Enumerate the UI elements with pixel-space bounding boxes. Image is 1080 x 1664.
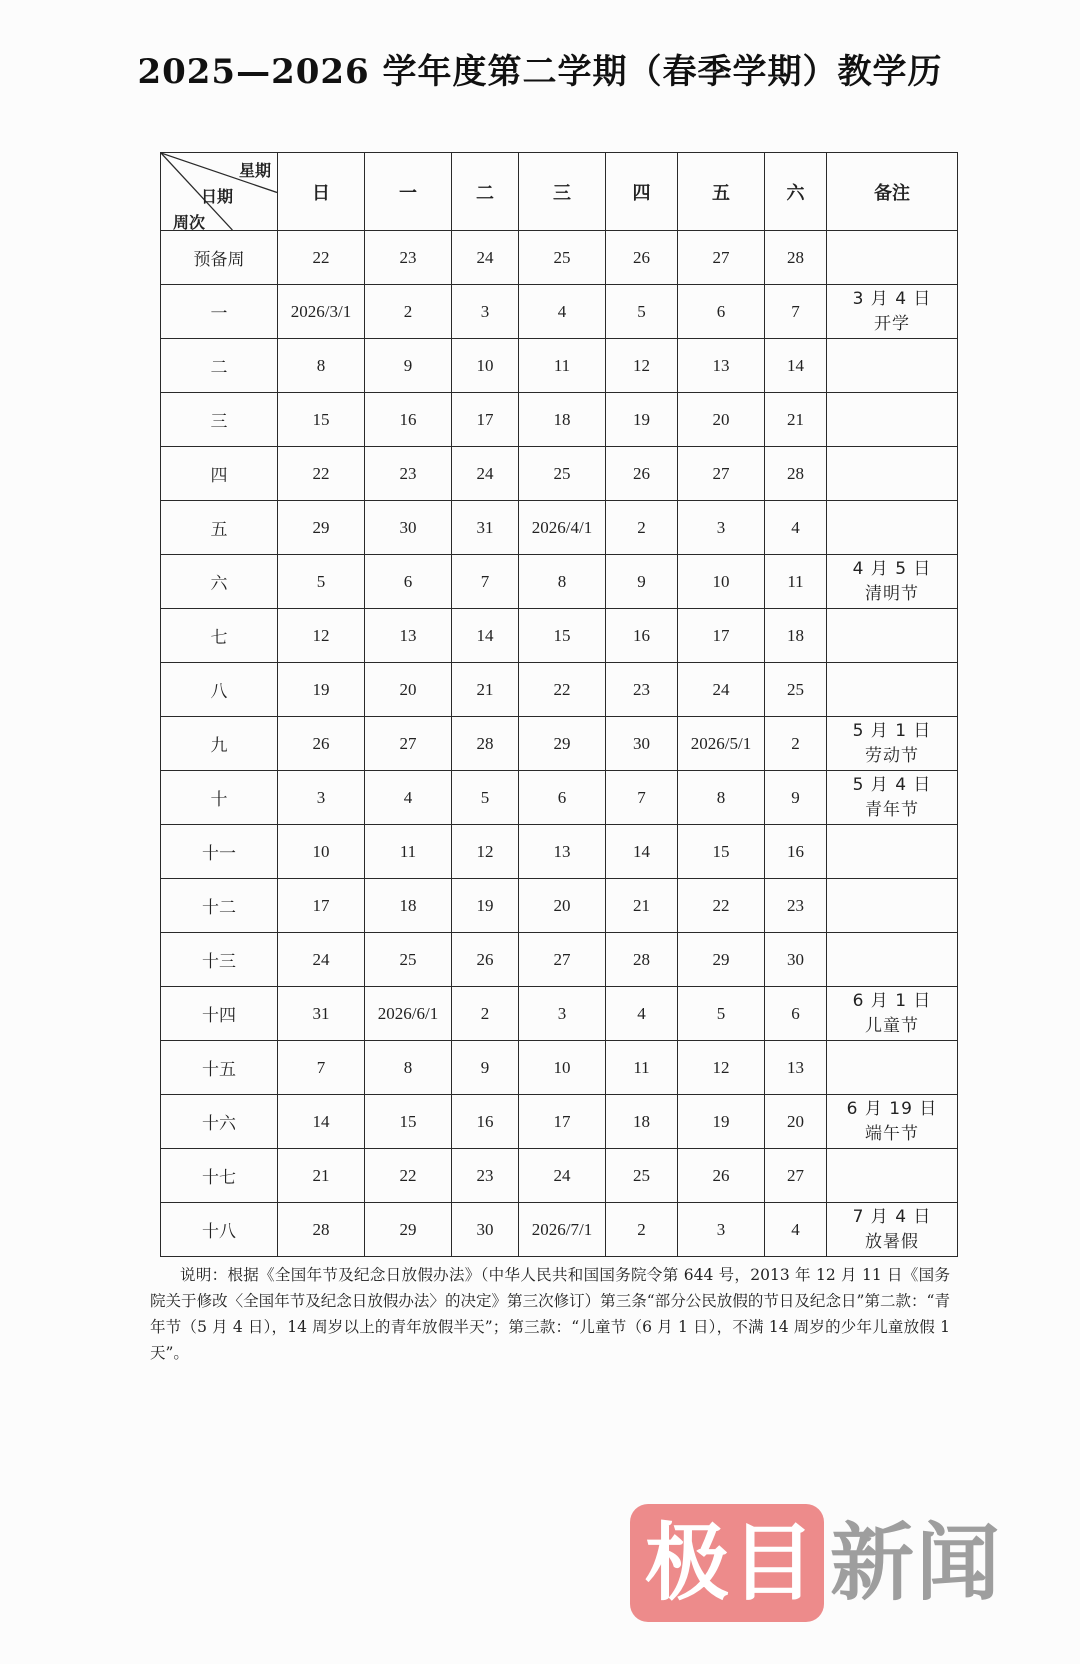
date-cell: 7 (765, 285, 827, 339)
week-row (161, 987, 958, 1041)
date-cell: 17 (278, 879, 365, 933)
note-line: 放暑假 (865, 1231, 919, 1252)
date-cell: 4 (765, 501, 827, 555)
date-cell: 4 (519, 285, 606, 339)
date-cell: 26 (452, 933, 519, 987)
week-row (161, 555, 958, 609)
date-cell: 25 (519, 231, 606, 285)
week-row (161, 1041, 958, 1095)
week-row (161, 501, 958, 555)
note-line: 3 月 4 日 (852, 288, 932, 309)
note-cell (827, 447, 958, 501)
week-row (161, 1149, 958, 1203)
week-row (161, 609, 958, 663)
date-cell: 27 (678, 231, 765, 285)
week-label: 预备周 (161, 231, 278, 285)
week-label: 六 (161, 555, 278, 609)
header-thursday: 四 (606, 153, 678, 231)
date-cell: 24 (519, 1149, 606, 1203)
date-cell: 21 (765, 393, 827, 447)
date-cell: 14 (606, 825, 678, 879)
note-cell (827, 339, 958, 393)
date-cell: 3 (278, 771, 365, 825)
date-cell: 16 (365, 393, 452, 447)
date-cell: 28 (606, 933, 678, 987)
date-cell: 17 (678, 609, 765, 663)
week-label: 三 (161, 393, 278, 447)
note-cell (827, 663, 958, 717)
date-cell: 30 (606, 717, 678, 771)
date-cell: 8 (278, 339, 365, 393)
date-cell: 11 (519, 339, 606, 393)
date-cell: 23 (606, 663, 678, 717)
week-row (161, 447, 958, 501)
date-cell: 2 (606, 501, 678, 555)
week-row (161, 663, 958, 717)
note-line: 6 月 1 日 (852, 990, 932, 1011)
date-cell: 9 (365, 339, 452, 393)
date-cell: 2 (765, 717, 827, 771)
note-cell (827, 825, 958, 879)
note-cell (827, 1149, 958, 1203)
date-cell: 19 (606, 393, 678, 447)
date-cell: 25 (519, 447, 606, 501)
date-cell: 12 (606, 339, 678, 393)
date-cell: 27 (765, 1149, 827, 1203)
week-label: 十 (161, 771, 278, 825)
note-line: 5 月 1 日 (852, 720, 932, 741)
date-cell: 4 (365, 771, 452, 825)
week-label: 九 (161, 717, 278, 771)
date-cell: 13 (765, 1041, 827, 1095)
date-cell: 3 (678, 1203, 765, 1257)
date-cell: 10 (519, 1041, 606, 1095)
date-cell: 2026/5/1 (678, 717, 765, 771)
date-cell: 26 (278, 717, 365, 771)
date-cell: 12 (452, 825, 519, 879)
date-cell: 30 (452, 1203, 519, 1257)
date-cell: 27 (678, 447, 765, 501)
date-cell: 29 (278, 501, 365, 555)
watermark-text-grey: 新闻 (830, 1514, 1003, 1612)
week-row (161, 933, 958, 987)
week-row (161, 339, 958, 393)
week-row (161, 879, 958, 933)
date-cell: 15 (278, 393, 365, 447)
note-line: 儿童节 (865, 1015, 919, 1036)
date-cell: 9 (452, 1041, 519, 1095)
note-line: 青年节 (865, 799, 919, 820)
date-cell: 11 (765, 555, 827, 609)
note-cell (827, 771, 958, 825)
week-label: 八 (161, 663, 278, 717)
week-label: 七 (161, 609, 278, 663)
date-cell: 5 (678, 987, 765, 1041)
date-cell: 18 (365, 879, 452, 933)
date-cell: 25 (765, 663, 827, 717)
note-cell (827, 231, 958, 285)
header-saturday: 六 (765, 153, 827, 231)
date-cell: 2 (606, 1203, 678, 1257)
date-cell: 23 (452, 1149, 519, 1203)
date-cell: 5 (606, 285, 678, 339)
date-cell: 10 (278, 825, 365, 879)
date-cell: 7 (452, 555, 519, 609)
week-label: 十六 (161, 1095, 278, 1149)
week-label: 十三 (161, 933, 278, 987)
corner-weekday-label: 星期 (238, 161, 271, 180)
date-cell: 7 (278, 1041, 365, 1095)
week-label: 十八 (161, 1203, 278, 1257)
date-cell: 31 (278, 987, 365, 1041)
date-cell: 11 (365, 825, 452, 879)
date-cell: 24 (278, 933, 365, 987)
date-cell: 14 (765, 339, 827, 393)
date-cell: 10 (678, 555, 765, 609)
date-cell: 26 (606, 447, 678, 501)
note-line: 端午节 (865, 1123, 919, 1144)
week-label: 二 (161, 339, 278, 393)
week-row (161, 393, 958, 447)
note-cell (827, 501, 958, 555)
note-cell (827, 933, 958, 987)
date-cell: 29 (678, 933, 765, 987)
date-cell: 31 (452, 501, 519, 555)
date-cell: 25 (365, 933, 452, 987)
note-cell (827, 285, 958, 339)
date-cell: 2 (452, 987, 519, 1041)
date-cell: 24 (452, 231, 519, 285)
date-cell: 27 (519, 933, 606, 987)
date-cell: 17 (519, 1095, 606, 1149)
date-cell: 5 (278, 555, 365, 609)
date-cell: 10 (452, 339, 519, 393)
date-cell: 23 (765, 879, 827, 933)
note-line: 清明节 (865, 583, 919, 604)
date-cell: 14 (452, 609, 519, 663)
date-cell: 26 (678, 1149, 765, 1203)
header-monday: 一 (365, 153, 452, 231)
date-cell: 2026/4/1 (519, 501, 606, 555)
date-cell: 24 (452, 447, 519, 501)
header-friday: 五 (678, 153, 765, 231)
date-cell: 6 (678, 285, 765, 339)
week-label: 一 (161, 285, 278, 339)
date-cell: 13 (678, 339, 765, 393)
week-label: 十四 (161, 987, 278, 1041)
date-cell: 16 (765, 825, 827, 879)
date-cell: 21 (278, 1149, 365, 1203)
note-cell (827, 987, 958, 1041)
date-cell: 7 (606, 771, 678, 825)
header-tuesday: 二 (452, 153, 519, 231)
calendar-table (160, 152, 958, 1257)
date-cell: 9 (606, 555, 678, 609)
date-cell: 30 (765, 933, 827, 987)
date-cell: 8 (519, 555, 606, 609)
calendar-body (161, 231, 958, 1257)
note-cell (827, 1041, 958, 1095)
date-cell: 15 (519, 609, 606, 663)
date-cell: 12 (678, 1041, 765, 1095)
week-row (161, 285, 958, 339)
note-cell (827, 1095, 958, 1149)
date-cell: 22 (678, 879, 765, 933)
week-row (161, 1095, 958, 1149)
date-cell: 6 (365, 555, 452, 609)
date-cell: 22 (278, 447, 365, 501)
week-row (161, 771, 958, 825)
date-cell: 2026/3/1 (278, 285, 365, 339)
watermark-text-red: 极目 (644, 1514, 817, 1612)
date-cell: 13 (365, 609, 452, 663)
note-cell (827, 393, 958, 447)
date-cell: 24 (678, 663, 765, 717)
date-cell: 5 (452, 771, 519, 825)
week-label: 四 (161, 447, 278, 501)
date-cell: 19 (452, 879, 519, 933)
date-cell: 20 (519, 879, 606, 933)
date-cell: 15 (365, 1095, 452, 1149)
date-cell: 20 (365, 663, 452, 717)
date-cell: 16 (606, 609, 678, 663)
note-line: 7 月 4 日 (852, 1206, 932, 1227)
date-cell: 30 (365, 501, 452, 555)
week-row (161, 1203, 958, 1257)
corner-header (161, 153, 278, 231)
note-line: 4 月 5 日 (852, 558, 932, 579)
week-label: 十七 (161, 1149, 278, 1203)
note-cell (827, 717, 958, 771)
date-cell: 23 (365, 447, 452, 501)
week-row (161, 825, 958, 879)
date-cell: 23 (365, 231, 452, 285)
header-wednesday: 三 (519, 153, 606, 231)
note-cell (827, 555, 958, 609)
note-line: 6 月 19 日 (846, 1098, 938, 1119)
date-cell: 29 (519, 717, 606, 771)
date-cell: 4 (765, 1203, 827, 1257)
date-cell: 2026/7/1 (519, 1203, 606, 1257)
week-row (161, 231, 958, 285)
date-cell: 21 (452, 663, 519, 717)
date-cell: 3 (519, 987, 606, 1041)
note-line: 劳动节 (865, 745, 919, 766)
page-title: 2025—2026 学年度第二学期（春季学期）教学历 (137, 52, 943, 92)
week-row (161, 717, 958, 771)
date-cell: 2026/6/1 (365, 987, 452, 1041)
week-label: 五 (161, 501, 278, 555)
header-row (161, 153, 958, 231)
date-cell: 12 (278, 609, 365, 663)
date-cell: 19 (678, 1095, 765, 1149)
date-cell: 8 (365, 1041, 452, 1095)
date-cell: 25 (606, 1149, 678, 1203)
date-cell: 14 (278, 1095, 365, 1149)
header-sunday: 日 (278, 153, 365, 231)
watermark-logo (630, 1504, 1030, 1624)
date-cell: 20 (678, 393, 765, 447)
date-cell: 22 (519, 663, 606, 717)
date-cell: 20 (765, 1095, 827, 1149)
date-cell: 21 (606, 879, 678, 933)
date-cell: 17 (452, 393, 519, 447)
date-cell: 22 (365, 1149, 452, 1203)
date-cell: 19 (278, 663, 365, 717)
date-cell: 3 (452, 285, 519, 339)
date-cell: 28 (278, 1203, 365, 1257)
date-cell: 16 (452, 1095, 519, 1149)
week-label: 十一 (161, 825, 278, 879)
date-cell: 22 (278, 231, 365, 285)
note-cell (827, 609, 958, 663)
note-line: 开学 (874, 313, 910, 334)
date-cell: 3 (678, 501, 765, 555)
header-notes: 备注 (827, 153, 958, 231)
date-cell: 6 (765, 987, 827, 1041)
date-cell: 15 (678, 825, 765, 879)
note-cell (827, 1203, 958, 1257)
week-label: 十五 (161, 1041, 278, 1095)
date-cell: 11 (606, 1041, 678, 1095)
note-cell (827, 879, 958, 933)
date-cell: 18 (519, 393, 606, 447)
date-cell: 26 (606, 231, 678, 285)
week-label: 十二 (161, 879, 278, 933)
date-cell: 28 (765, 447, 827, 501)
date-cell: 8 (678, 771, 765, 825)
date-cell: 4 (606, 987, 678, 1041)
date-cell: 28 (765, 231, 827, 285)
explanation-note: 说明：根据《全国年节及纪念日放假办法》（中华人民共和国国务院令第 644 号，2013 年 12 月 11 日《国务院关于修改〈全国年节及纪念日放假办法〉的决定》第三次修订）第三条“部分公民放假的节日及纪念日”第二款：“青年节（5 月 4 日），14 周岁以上的青年放假半天”；第三款：“儿童节（6 月 1 日），不满 14 周岁的少年儿童放假 1 天”。 (150, 1266, 950, 1362)
date-cell: 6 (519, 771, 606, 825)
date-cell: 28 (452, 717, 519, 771)
date-cell: 29 (365, 1203, 452, 1257)
date-cell: 27 (365, 717, 452, 771)
corner-date-label: 日期 (201, 187, 234, 206)
date-cell: 2 (365, 285, 452, 339)
note-line: 5 月 4 日 (852, 774, 932, 795)
date-cell: 18 (765, 609, 827, 663)
date-cell: 18 (606, 1095, 678, 1149)
corner-week-label: 周次 (173, 213, 206, 232)
date-cell: 13 (519, 825, 606, 879)
date-cell: 9 (765, 771, 827, 825)
